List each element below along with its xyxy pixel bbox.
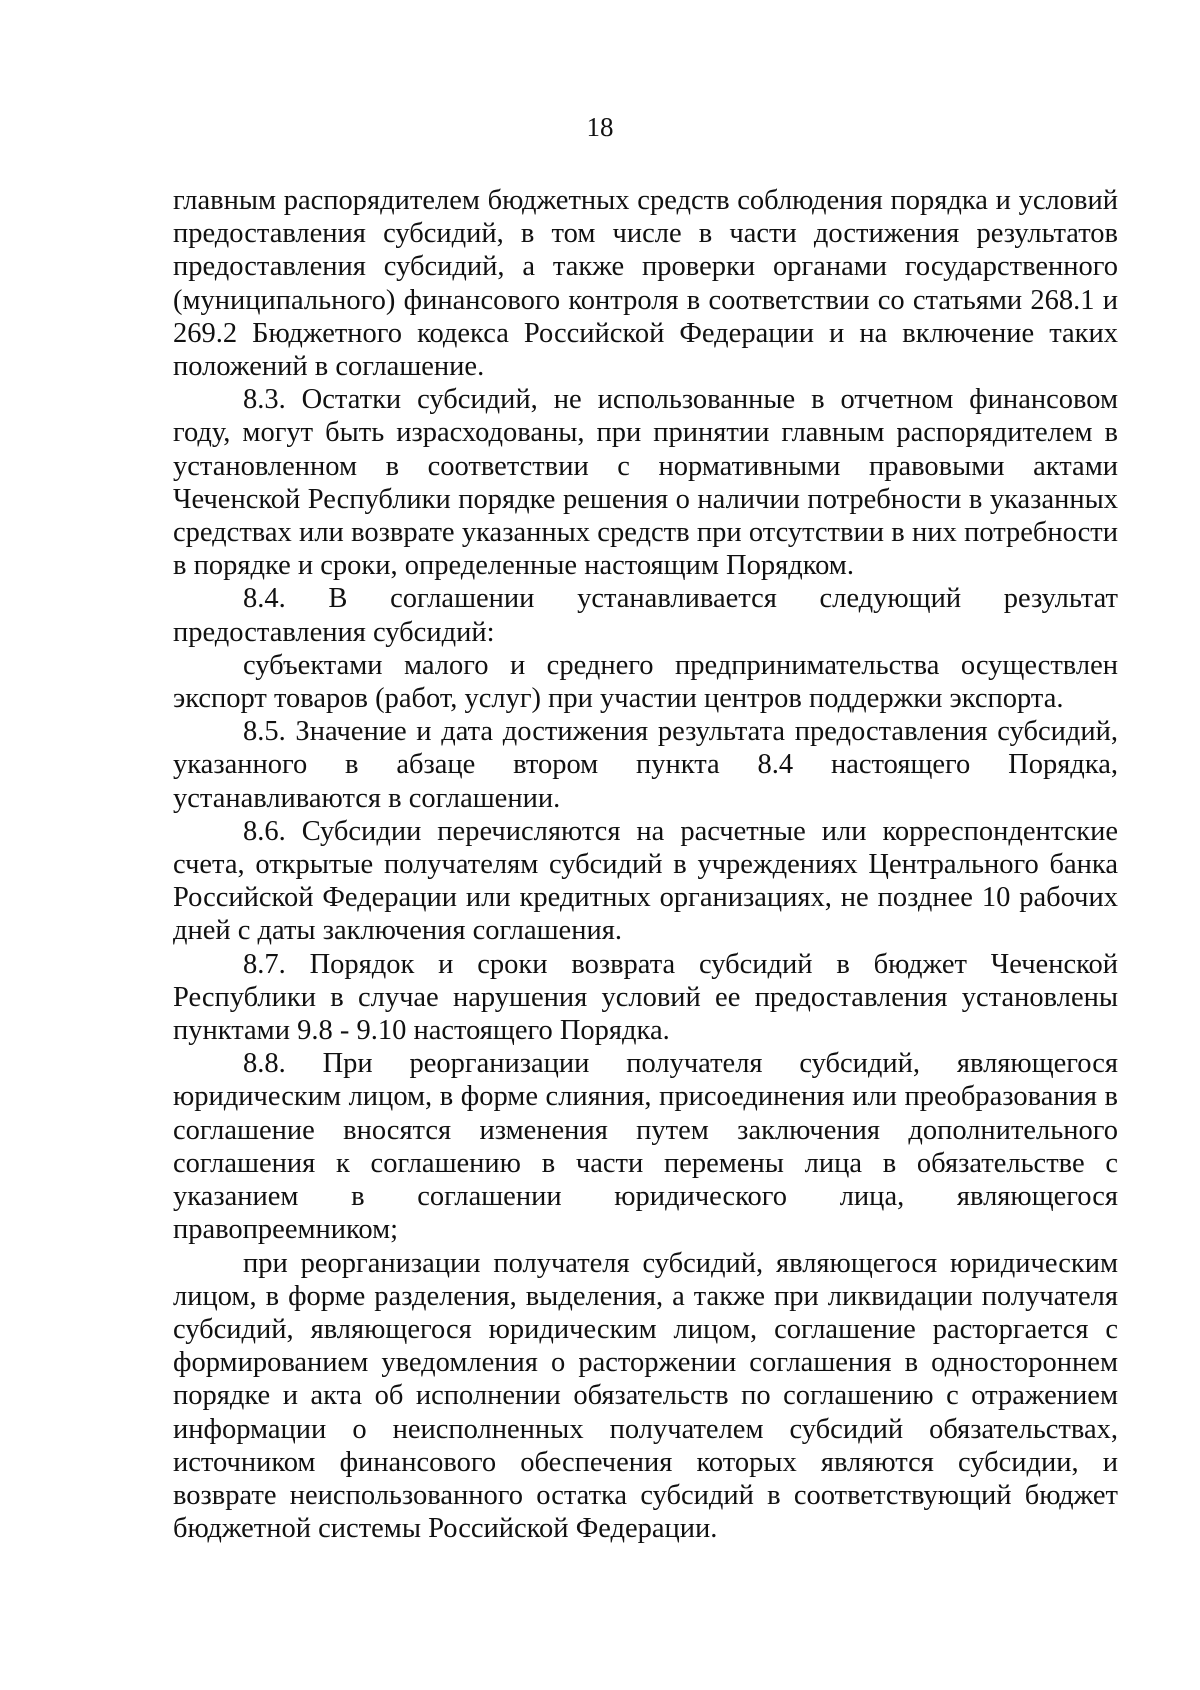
page-number: 18 (586, 112, 614, 142)
paragraph-8-7: 8.7. Порядок и сроки возврата субсидий в бюджет Чеченской Республики в случае нарушения условий ее предоставления установлены пунктами 9.8 - 9.10 настоящего Порядка. (173, 948, 1118, 1047)
paragraph-8-6: 8.6. Субсидии перечисляются на расчетные или корреспондентские счета, открытые получателям субсидий в учреждениях Центрального банка Российской Федерации или кредитных организациях, не позднее 10 рабочих дней с даты заключения соглашения. (173, 815, 1118, 947)
paragraph-8-4: 8.4. В соглашении устанавливается следующий результат предоставления субсидий: (173, 583, 1118, 648)
paragraph-8-8-liquidation: при реорганизации получателя субсидий, являющегося юридическим лицом, в форме разделения, выделения, а также при ликвидации получателя субсидий, являющегося юридическим лицом, соглашение расторгается с формированием уведомления о расторжении соглашения в одностороннем порядке и акта об исполнении обязательств по соглашению с отражением информации о неисполненных получателем субсидий обязательствах, источником финансового обеспечения которых являются субсидии, и возврате неиспользованного остатка субсидий в соответствующий бюджет бюджетной системы Российской Федерации. (173, 1247, 1118, 1545)
paragraph-8-8: 8.8. При реорганизации получателя субсидий, являющегося юридическим лицом, в форме слияния, присоединения или преобразования в соглашение вносятся изменения путем заключения дополнительного соглашения к соглашению в части перемены лица в обязательстве с указанием в соглашении юридического лица, являющегося правопреемником; (173, 1048, 1118, 1246)
paragraph-8-3: 8.3. Остатки субсидий, не использованные в отчетном финансовом году, могут быть израсходованы, при принятии главным распорядителем в установленном в соответствии с нормативными правовыми актами Чеченской Республики порядке решения о наличии потребности в указанных средствах или возврате указанных средств при отсутствии в них потребности в порядке и сроки, определенные настоящим Порядком. (173, 384, 1118, 582)
paragraph-8-4-result: субъектами малого и среднего предпринимательства осуществлен экспорт товаров (работ, услуг) при участии центров поддержки экспорта. (173, 649, 1118, 715)
document-body (173, 184, 1118, 1545)
paragraph-8-5: 8.5. Значение и дата достижения результата предоставления субсидий, указанного в абзаце втором пункта 8.4 настоящего Порядка, устанавливаются в соглашении. (173, 716, 1118, 814)
paragraph-continuation: главным распорядителем бюджетных средств соблюдения порядка и условий предоставления субсидий, в том числе в части достижения результатов предоставления субсидий, а также проверки органами государственного (муниципального) финансового контроля в соответствии со статьями 268.1 и 269.2 Бюджетного кодекса Российской Федерации и на включение таких положений в соглашение. (173, 185, 1118, 383)
